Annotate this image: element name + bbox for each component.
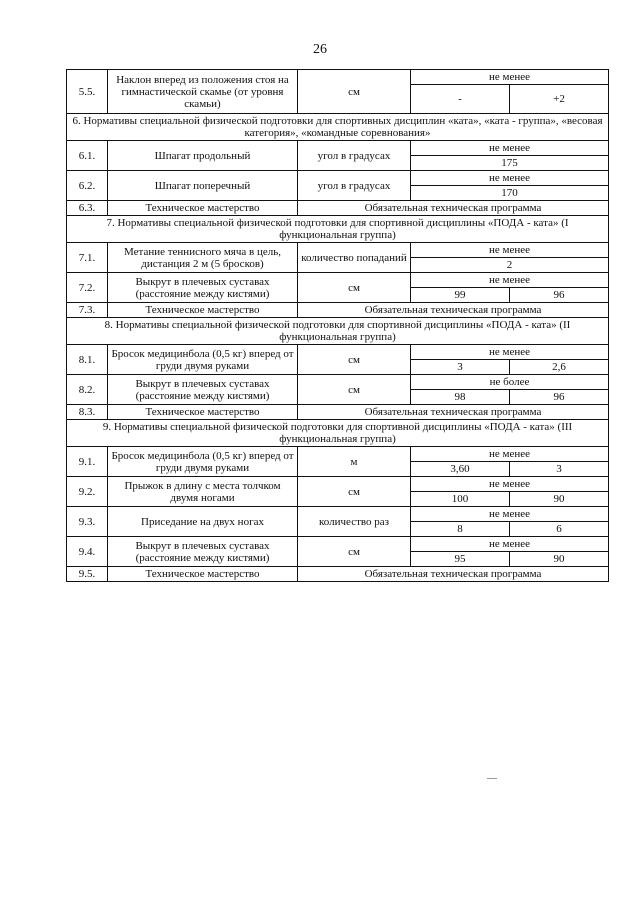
- test-name: Выкрут в плечевых суставах (расстояние между кистями): [108, 273, 298, 303]
- test-name: Прыжок в длину с места толчком двумя ногами: [108, 477, 298, 507]
- test-name: Шпагат поперечный: [108, 171, 298, 201]
- test-name: Выкрут в плечевых суставах (расстояние между кистями): [108, 375, 298, 405]
- table-row: [67, 375, 609, 390]
- condition-cell: не менее: [411, 477, 609, 492]
- value-cell: 95: [411, 552, 510, 567]
- condition-cell: не менее: [411, 345, 609, 360]
- unit-cell: угол в градусах: [298, 141, 411, 171]
- row-number: 5.5.: [67, 70, 108, 114]
- value-cell: 3: [510, 462, 609, 477]
- row-number: 7.3.: [67, 303, 108, 318]
- table-row: [67, 216, 609, 243]
- condition-cell: не менее: [411, 171, 609, 186]
- unit-cell: количество раз: [298, 507, 411, 537]
- condition-cell: не менее: [411, 537, 609, 552]
- page-number: 26: [313, 42, 327, 57]
- test-name: Техническое мастерство: [108, 405, 298, 420]
- test-name: Техническое мастерство: [108, 303, 298, 318]
- unit-cell: см: [298, 345, 411, 375]
- row-number: 8.1.: [67, 345, 108, 375]
- unit-cell: угол в градусах: [298, 171, 411, 201]
- section-heading: 7. Нормативы специальной физической подготовки для спортивной дисциплины «ПОДА - ката» (I функциональная группа): [67, 216, 609, 243]
- value-cell: 100: [411, 492, 510, 507]
- value-cell: 170: [411, 186, 609, 201]
- row-number: 7.1.: [67, 243, 108, 273]
- test-name: Техническое мастерство: [108, 201, 298, 216]
- condition-cell: не менее: [411, 243, 609, 258]
- value-cell: 175: [411, 156, 609, 171]
- table-row: [67, 114, 609, 141]
- value-cell: 96: [510, 390, 609, 405]
- value-cell: +2: [510, 85, 609, 114]
- unit-cell: см: [298, 477, 411, 507]
- table-row: [67, 537, 609, 552]
- value-cell: 90: [510, 552, 609, 567]
- program-cell: Обязательная техническая программа: [298, 567, 609, 582]
- table-row: [67, 141, 609, 156]
- test-name: Бросок медицинбола (0,5 кг) вперед от груди двумя руками: [108, 345, 298, 375]
- unit-cell: см: [298, 70, 411, 114]
- table-row: [67, 70, 609, 85]
- value-cell: 3: [411, 360, 510, 375]
- table-row: [67, 477, 609, 492]
- table-row: [67, 243, 609, 258]
- program-cell: Обязательная техническая программа: [298, 303, 609, 318]
- value-cell: 3,60: [411, 462, 510, 477]
- row-number: 9.3.: [67, 507, 108, 537]
- table-row: [67, 273, 609, 288]
- condition-cell: не менее: [411, 447, 609, 462]
- row-number: 9.5.: [67, 567, 108, 582]
- condition-cell: не менее: [411, 273, 609, 288]
- unit-cell: см: [298, 375, 411, 405]
- row-number: 6.2.: [67, 171, 108, 201]
- table-row: [67, 345, 609, 360]
- unit-cell: см: [298, 273, 411, 303]
- table-row: [67, 507, 609, 522]
- row-number: 8.3.: [67, 405, 108, 420]
- test-name: Шпагат продольный: [108, 141, 298, 171]
- section-heading: 9. Нормативы специальной физической подготовки для спортивной дисциплины «ПОДА - ката» (III функциональная группа): [67, 420, 609, 447]
- table-row: [67, 447, 609, 462]
- row-number: 8.2.: [67, 375, 108, 405]
- table-row: [67, 420, 609, 447]
- row-number: 9.4.: [67, 537, 108, 567]
- value-cell: 99: [411, 288, 510, 303]
- unit-cell: м: [298, 447, 411, 477]
- table-row: [67, 318, 609, 345]
- condition-cell: не менее: [411, 70, 609, 85]
- test-name: Метание теннисного мяча в цель, дистанция 2 м (5 бросков): [108, 243, 298, 273]
- table-row: [67, 303, 609, 318]
- test-name: Приседание на двух ногах: [108, 507, 298, 537]
- table-row: [67, 201, 609, 216]
- row-number: 6.1.: [67, 141, 108, 171]
- norms-table: [66, 69, 609, 582]
- test-name: Выкрут в плечевых суставах (расстояние между кистями): [108, 537, 298, 567]
- table-row: [67, 171, 609, 186]
- row-number: 6.3.: [67, 201, 108, 216]
- section-heading: 6. Нормативы специальной физической подготовки для спортивных дисциплин «ката», «ката - группа», «весовая категория», «командные соревнования»: [67, 114, 609, 141]
- section-heading: 8. Нормативы специальной физической подготовки для спортивной дисциплины «ПОДА - ката» (II функциональная группа): [67, 318, 609, 345]
- test-name: Техническое мастерство: [108, 567, 298, 582]
- value-cell: 8: [411, 522, 510, 537]
- test-name: Бросок медицинбола (0,5 кг) вперед от груди двумя руками: [108, 447, 298, 477]
- unit-cell: количество попаданий: [298, 243, 411, 273]
- scan-mark: [487, 778, 497, 779]
- table-row: [67, 405, 609, 420]
- value-cell: 98: [411, 390, 510, 405]
- value-cell: 6: [510, 522, 609, 537]
- row-number: 9.2.: [67, 477, 108, 507]
- value-cell: 2,6: [510, 360, 609, 375]
- value-cell: 90: [510, 492, 609, 507]
- program-cell: Обязательная техническая программа: [298, 201, 609, 216]
- row-number: 7.2.: [67, 273, 108, 303]
- value-cell: 96: [510, 288, 609, 303]
- condition-cell: не менее: [411, 141, 609, 156]
- value-cell: 2: [411, 258, 609, 273]
- value-cell: -: [411, 85, 510, 114]
- test-name: Наклон вперед из положения стоя на гимнастической скамье (от уровня скамьи): [108, 70, 298, 114]
- unit-cell: см: [298, 537, 411, 567]
- program-cell: Обязательная техническая программа: [298, 405, 609, 420]
- row-number: 9.1.: [67, 447, 108, 477]
- condition-cell: не более: [411, 375, 609, 390]
- condition-cell: не менее: [411, 507, 609, 522]
- table-row: [67, 567, 609, 582]
